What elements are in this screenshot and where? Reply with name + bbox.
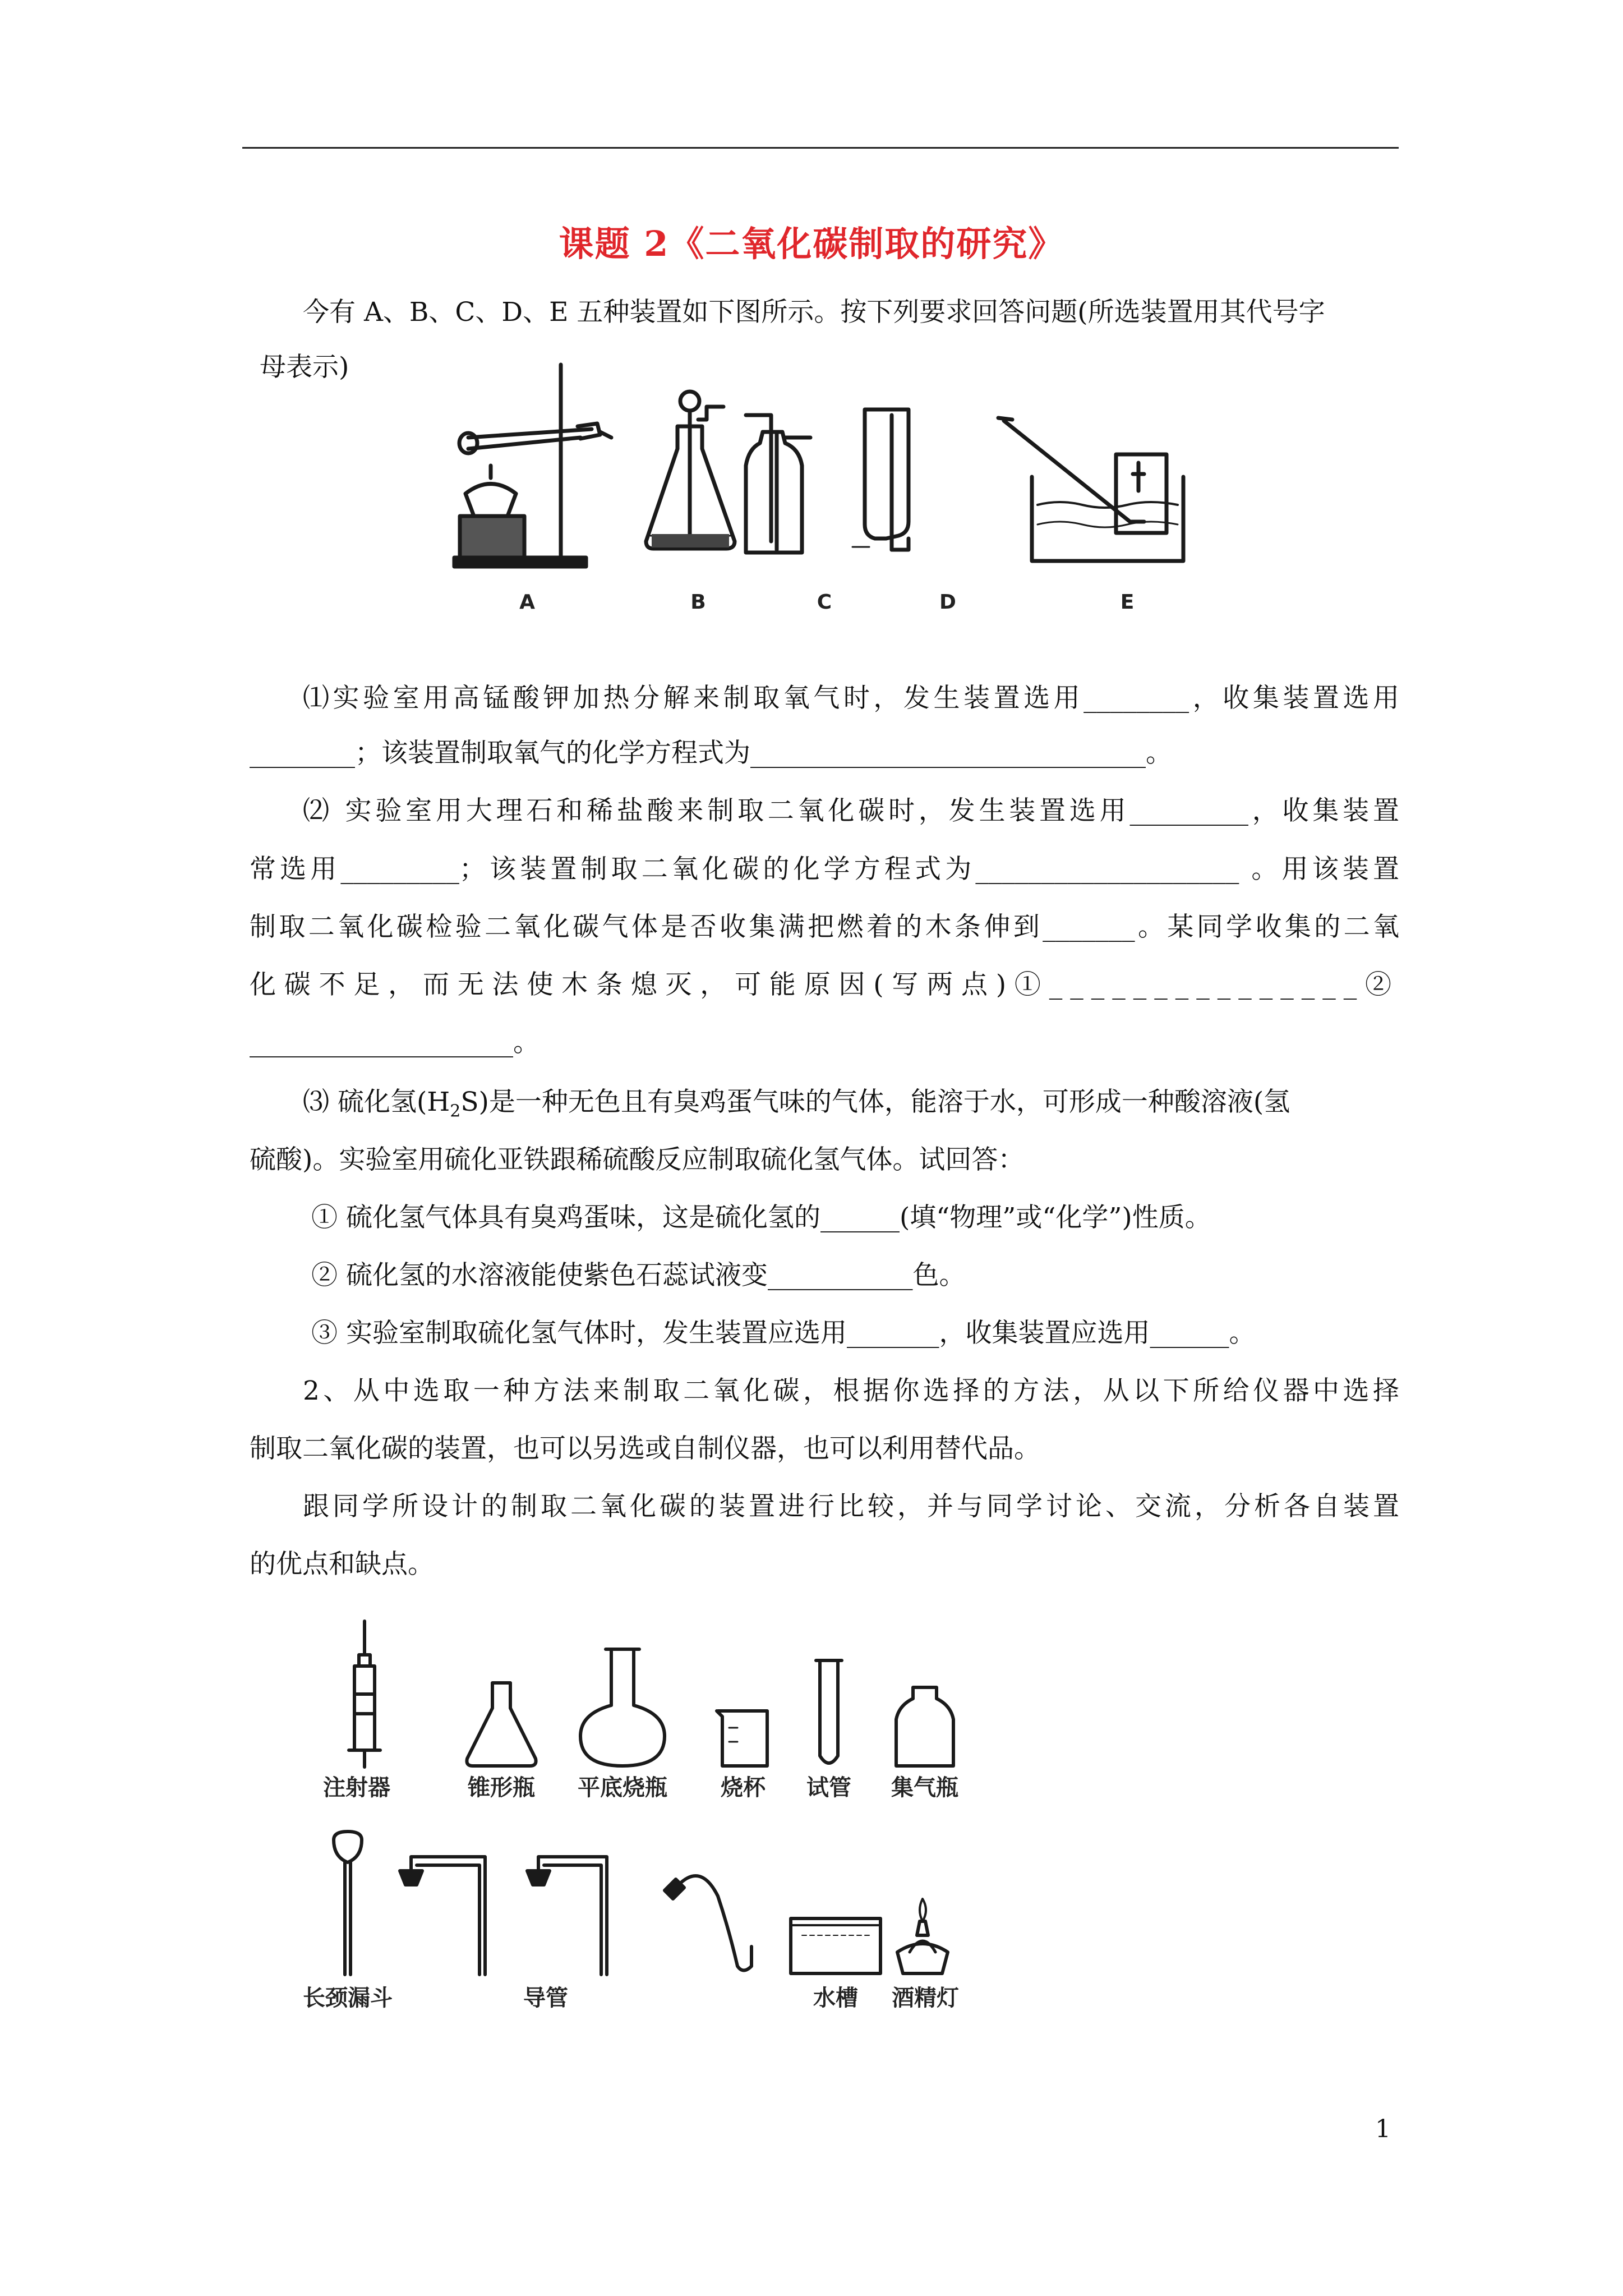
- label-delivery-tube: 导管: [523, 1985, 568, 2011]
- water-trough-icon: [791, 1918, 880, 1973]
- instruments-figure: [303, 1616, 1021, 2011]
- long-neck-funnel-icon: [334, 1832, 362, 1975]
- q2-line-5: ____________________。: [250, 1027, 540, 1058]
- q3-item-3: ③ 实验室制取硫化氢气体时，发生装置应选用_______，收集装置应选用______。: [311, 1318, 1256, 1349]
- apparatus-e: [998, 418, 1183, 561]
- header-rule: [242, 147, 1399, 149]
- label-syringe: 注射器: [323, 1775, 390, 1801]
- apparatus-label-b: B: [690, 591, 706, 614]
- apparatus-d: [852, 409, 909, 550]
- delivery-tube-2-icon: [527, 1857, 607, 1975]
- conical-flask-icon: [467, 1683, 536, 1766]
- apparatus-label-a: A: [519, 591, 535, 614]
- intro-line-2: 母表示): [260, 352, 349, 383]
- q3-subscript: 2: [450, 1101, 461, 1121]
- apparatus-figure: [443, 353, 1239, 617]
- page-title: 课题 2《二氧化碳制取的研究》: [559, 223, 1064, 264]
- q3-item-2: ② 硫化氢的水溶液能使紫色石蕊试液变___________色。: [311, 1260, 966, 1291]
- apparatus-labels: [519, 591, 1134, 614]
- q2-line-4: 化碳不足，而无法使木条熄灭，可能原因(写两点)①_______________②: [250, 969, 1399, 1000]
- page-number: 1: [1375, 2115, 1391, 2143]
- label-gas-jar: 集气瓶: [891, 1775, 958, 1801]
- test-tube-icon: [816, 1660, 842, 1763]
- label-flat-bottom-flask: 平底烧瓶: [578, 1775, 667, 1801]
- q3-line-1: [303, 1085, 1290, 1128]
- label-water-trough: 水槽: [813, 1985, 858, 2011]
- q1-line-1: ⑴实验室用高锰酸钾加热分解来制取氧气时，发生装置选用________，收集装置选用: [303, 683, 1399, 714]
- instrument-labels: [303, 1775, 959, 2011]
- gas-jar-icon: [896, 1687, 953, 1766]
- apparatus-c: [746, 415, 810, 553]
- beaker-icon: [717, 1711, 767, 1766]
- q3-line-2: 硫酸)。实验室用硫化亚铁跟稀硫酸反应制取硫化氢气体。试回答：: [250, 1144, 1025, 1175]
- label-beaker: 烧杯: [721, 1775, 766, 1801]
- delivery-tube-1-icon: [400, 1857, 485, 1975]
- label-alcohol-lamp: 酒精灯: [892, 1985, 959, 2011]
- label-long-neck-funnel: 长颈漏斗: [303, 1985, 393, 2011]
- p3-line-2: 的优点和缺点。: [250, 1549, 434, 1580]
- apparatus-label-c: C: [817, 591, 832, 614]
- q2-line-1: ⑵ 实验室用大理石和稀盐酸来制取二氧化碳时，发生装置选用_________，收集装置: [303, 795, 1399, 826]
- q2-line-3: 制取二氧化碳检验二氧化碳气体是否收集满把燃着的木条伸到_______。某同学收集的二氧: [250, 912, 1399, 942]
- label-conical-flask: 锥形瓶: [468, 1775, 535, 1801]
- apparatus-a: [454, 365, 611, 567]
- alcohol-lamp-icon: [897, 1899, 948, 1973]
- syringe-icon: [349, 1621, 380, 1767]
- q2-line-2: 常选用_________；该装置制取二氧化碳的化学方程式为____________________ 。用该装置: [250, 854, 1399, 885]
- apparatus-b: [646, 392, 735, 549]
- p3-line-1: 跟同学所设计的制取二氧化碳的装置进行比较，并与同学讨论、交流，分析各自装置: [303, 1491, 1399, 1522]
- flat-bottom-flask-icon: [580, 1649, 665, 1766]
- apparatus-label-d: D: [939, 591, 956, 614]
- p2-line-2: 制取二氧化碳的装置，也可以另选或自制仪器，也可以利用替代品。: [250, 1433, 1040, 1464]
- apparatus-label-e: E: [1120, 591, 1135, 614]
- q1-line-2: ________；该装置制取氧气的化学方程式为______________________________。: [250, 738, 1172, 769]
- q3-line-1-pre: ⑶ 硫化氢(H: [303, 1087, 450, 1117]
- label-test-tube: 试管: [806, 1775, 851, 1801]
- q3-item-1: ① 硫化氢气体具有臭鸡蛋味，这是硫化氢的______(填“物理”或“化学”)性质。: [311, 1202, 1211, 1233]
- p2-line-1: 2、从中选取一种方法来制取二氧化碳，根据你选择的方法，从以下所给仪器中选择: [303, 1375, 1399, 1406]
- delivery-tube-3-icon: [665, 1876, 751, 1971]
- intro-line-1: 今有 A、B、C、D、E 五种装置如下图所示。按下列要求回答问题(所选装置用其代号字: [303, 297, 1325, 328]
- q3-line-1-post: S)是一种无色且有臭鸡蛋气味的气体，能溶于水，可形成一种酸溶液(氢: [460, 1087, 1290, 1117]
